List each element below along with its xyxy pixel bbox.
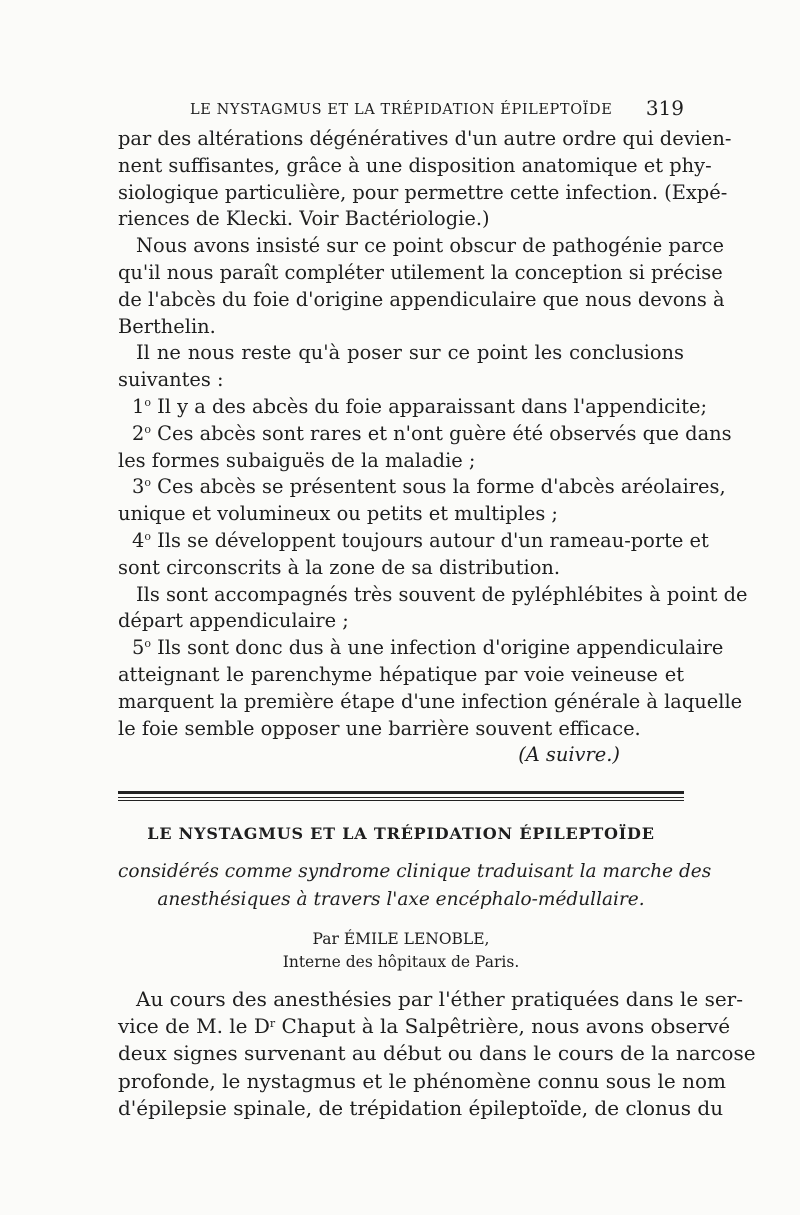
author: Par ÉMILE LENOBLE, [312, 930, 490, 948]
ordinal-suffix: o [144, 637, 151, 651]
text-line: Il ne nous reste qu'à poser sur ce point les conclusions [136, 341, 684, 365]
text-line: siologique particulière, pour permettre cette infection. (Expé- [118, 180, 728, 204]
text-line: atteignant le parenchyme hépatique par voie veineuse et [118, 662, 684, 686]
text-line: profonde, le nystagmus et le phénomène connu sous le nom [118, 1068, 727, 1093]
text-line: Au cours des anesthésies par l'éther pratiquées dans le ser- [136, 987, 744, 1011]
section-separator [118, 791, 684, 802]
text-line: unique et volumineux ou petits et multiples ; [118, 502, 558, 526]
text-line: par des altérations dégénératives d'un autre ordre qui devien- [118, 127, 732, 150]
conclusion-5: 5$^o$ Ils sont donc dus à une infection d'origine appendiculaire [132, 636, 724, 660]
previous-article-text [118, 126, 748, 769]
article-body [118, 986, 756, 1122]
text-line: les formes subaiguës de la maladie ; [118, 448, 476, 472]
text-line: Berthelin. [118, 314, 216, 338]
text-line: départ appendiculaire ; [118, 609, 349, 633]
conclusion-2: 2$^o$ Ces abcès sont rares et n'ont guère été observés que dans [132, 421, 732, 445]
page-number: 319 [645, 96, 684, 120]
subtitle-line: anesthésiques à travers l'axe encéphalo-médullaire. [157, 889, 645, 910]
subtitle-line: considérés comme syndrome clinique traduisant la marche des [118, 861, 712, 882]
numeral: 1 [132, 394, 145, 418]
running-header [118, 96, 684, 124]
conclusion-3: 3$^o$ Ces abcès se présentent sous la forme d'abcès aréolaires, [132, 475, 726, 499]
text-line: suivantes : [118, 368, 224, 392]
thin-rule [118, 800, 684, 801]
thin-rule [118, 797, 684, 798]
thick-rule [118, 791, 684, 794]
text-line: d'épilepsie spinale, de trépidation épileptoïde, de clonus du [118, 1095, 724, 1120]
text-line: vice de M. le $D^r$ Chaput à la Salpêtrière, nous avons observé [118, 1014, 731, 1039]
text-line: Ils sont accompagnés très souvent de pyléphlébites à point de [136, 582, 748, 606]
numeral: 5 [132, 636, 145, 660]
numeral: 3 [132, 475, 145, 499]
text-line: riences de Klecki. Voir Bactériologie.) [118, 207, 490, 231]
article-title: LE NYSTAGMUS ET LA TRÉPIDATION ÉPILEPTOÏDE [147, 824, 655, 843]
ordinal-suffix: o [144, 422, 151, 436]
byline [118, 928, 684, 974]
ordinal-suffix: o [144, 395, 151, 409]
text-line: deux signes survenant au début ou dans le cours de la narcose [118, 1041, 756, 1066]
text-line: qu'il nous paraît compléter utilement la conception si précise [118, 260, 723, 284]
conclusion-4: 4$^o$ Ils se développent toujours autour d'un rameau-porte et [132, 528, 709, 552]
text-line: le foie semble opposer une barrière souvent efficace. [118, 716, 641, 740]
ordinal-suffix: o [144, 476, 151, 490]
numeral: 2 [132, 421, 145, 445]
running-title: LE NYSTAGMUS ET LA TRÉPIDATION ÉPILEPTOÏDE [190, 102, 613, 118]
numeral: 4 [132, 528, 145, 552]
text-line: nent suffisantes, grâce à une disposition anatomique et phy- [118, 153, 712, 177]
text-line: de l'abcès du foie d'origine appendiculaire que nous devons à [118, 287, 725, 311]
text-line: marquent la première étape d'une infection générale à laquelle [118, 689, 743, 713]
text-line: Nous avons insisté sur ce point obscur de pathogénie parce [136, 234, 724, 258]
conclusion-1: 1$^o$ Il y a des abcès du foie apparaissant dans l'appendicite; [132, 394, 708, 418]
text-line: sont circonscrits à la zone de sa distribution. [118, 555, 561, 579]
author-affiliation: Interne des hôpitaux de Paris. [282, 953, 520, 971]
ordinal-suffix: o [144, 529, 151, 543]
article-subtitle [118, 858, 712, 914]
doctor-suffix: r [269, 1017, 276, 1031]
continuation-note: (A suivre.) [518, 743, 620, 767]
